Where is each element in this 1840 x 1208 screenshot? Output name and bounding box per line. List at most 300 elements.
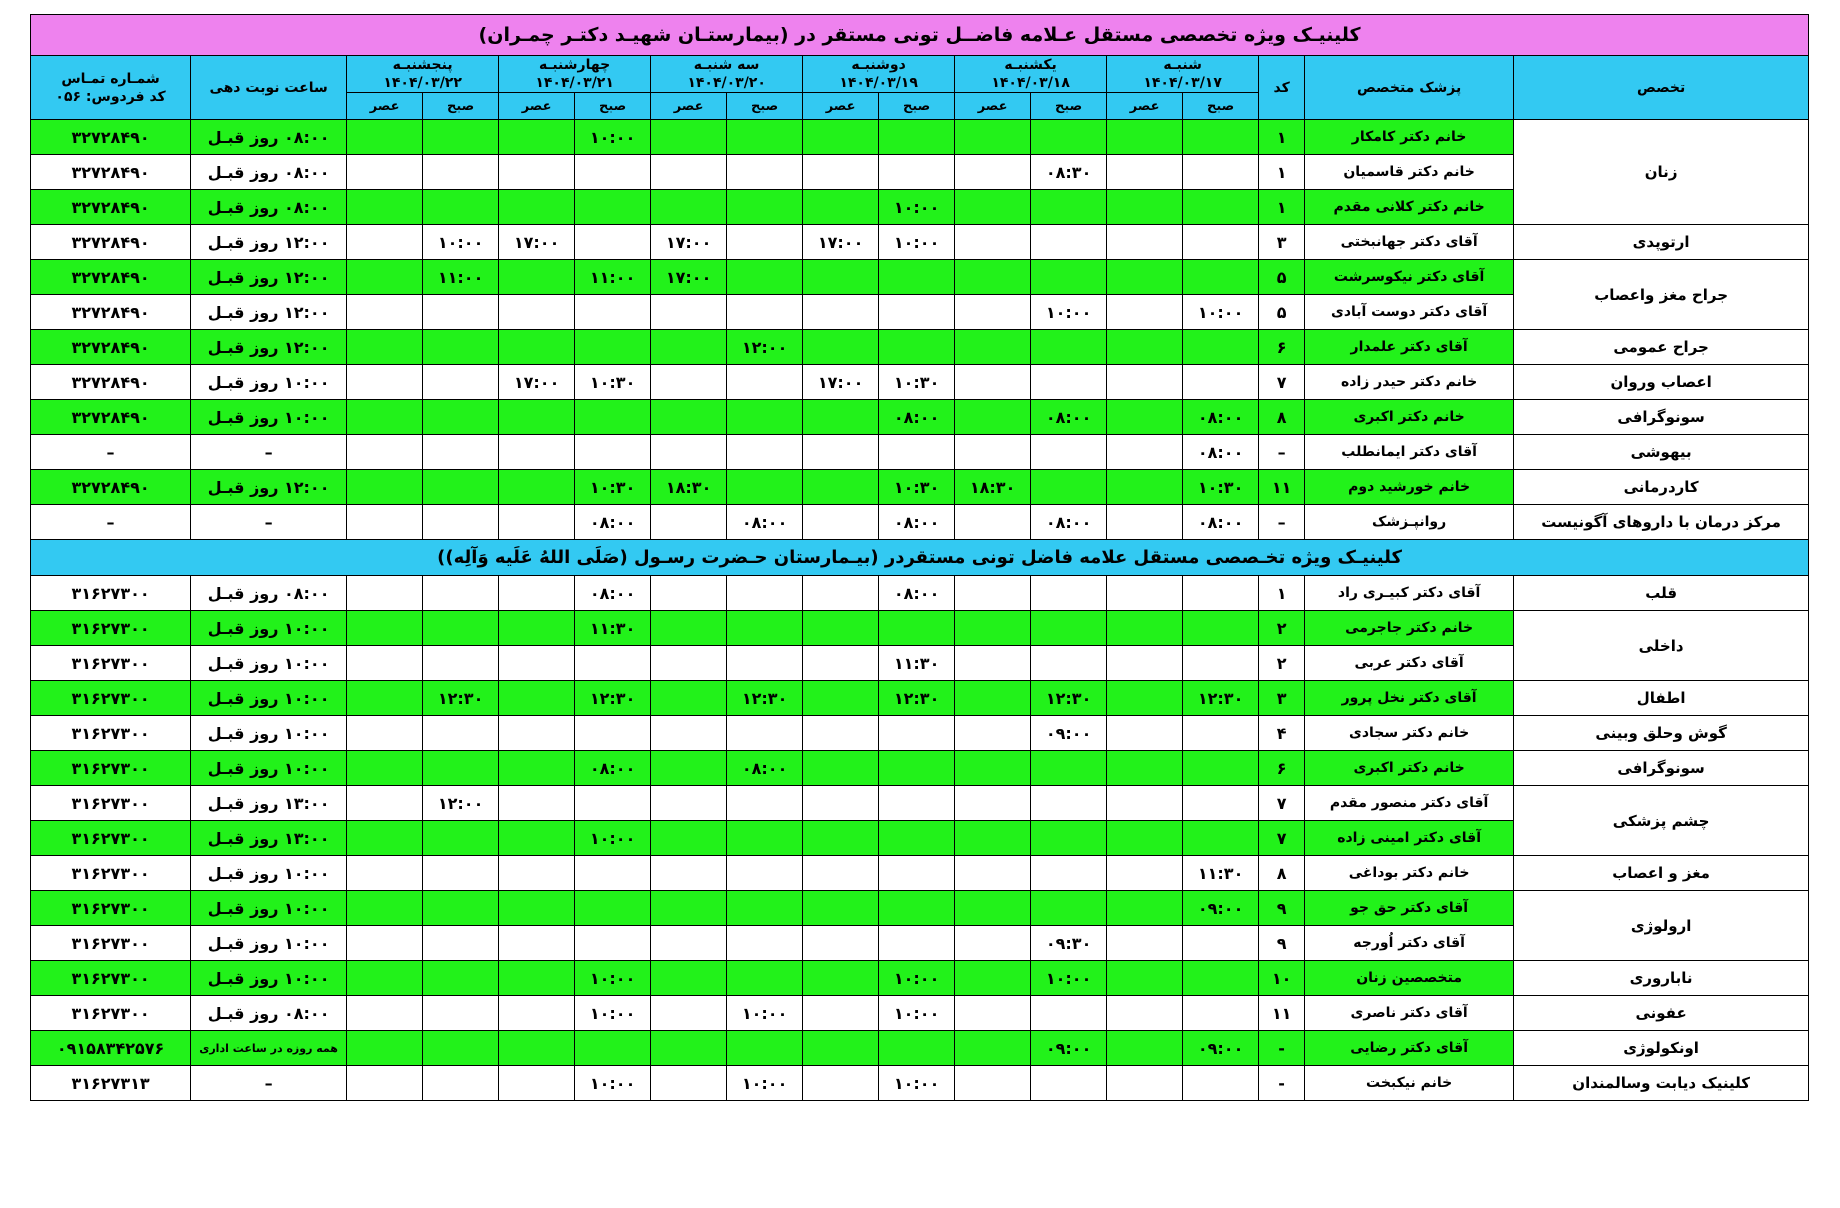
time-slot-cell — [347, 330, 423, 365]
code-cell: ۱۰ — [1259, 961, 1305, 996]
header-evening: عصر — [955, 93, 1031, 120]
table-row — [31, 330, 1809, 365]
time-slot-cell — [423, 1031, 499, 1066]
time-slot-cell — [575, 1031, 651, 1066]
time-slot-cell — [955, 576, 1031, 611]
time-slot-cell — [423, 505, 499, 540]
time-slot-cell — [499, 400, 575, 435]
doctor-cell: آقای دکتر دوست آبادی — [1305, 295, 1514, 330]
time-slot-cell — [803, 786, 879, 821]
time-slot-cell — [651, 856, 727, 891]
booking-time-cell: ۱۲:۰۰ روز قبـل — [191, 260, 347, 295]
time-slot-cell — [879, 856, 955, 891]
time-slot-cell — [955, 155, 1031, 190]
time-slot-cell — [1107, 821, 1183, 856]
doctor-cell: آقای دکتر کبیـری راد — [1305, 576, 1514, 611]
time-slot-cell — [575, 295, 651, 330]
time-slot-cell — [803, 891, 879, 926]
time-slot-cell: ۱۸:۳۰ — [651, 470, 727, 505]
time-slot-cell — [955, 505, 1031, 540]
time-slot-cell — [879, 330, 955, 365]
specialty-cell: بیهوشی — [1514, 435, 1809, 470]
time-slot-cell — [955, 260, 1031, 295]
doctor-cell: آقای دکتر نیکوسرشت — [1305, 260, 1514, 295]
time-slot-cell — [727, 470, 803, 505]
time-slot-cell: ۰۸:۰۰ — [727, 751, 803, 786]
time-slot-cell: ۱۰:۰۰ — [423, 225, 499, 260]
time-slot-cell: ۱۰:۳۰ — [575, 365, 651, 400]
time-slot-cell — [347, 155, 423, 190]
time-slot-cell — [1107, 681, 1183, 716]
time-slot-cell — [1107, 190, 1183, 225]
time-slot-cell — [347, 821, 423, 856]
doctor-cell: خانم دکتر کامکار — [1305, 120, 1514, 155]
booking-time-cell: ۰۸:۰۰ روز قبـل — [191, 120, 347, 155]
time-slot-cell — [1183, 716, 1259, 751]
time-slot-cell: ۱۲:۰۰ — [423, 786, 499, 821]
time-slot-cell — [803, 821, 879, 856]
phone-cell: ۳۱۶۲۷۳۰۰ — [31, 611, 191, 646]
time-slot-cell — [727, 891, 803, 926]
code-cell: ۷ — [1259, 786, 1305, 821]
time-slot-cell: ۱۰:۰۰ — [727, 996, 803, 1031]
header-day-0: شنبـه ۱۴۰۴/۰۳/۱۷ — [1107, 56, 1259, 93]
time-slot-cell — [879, 435, 955, 470]
specialty-cell: سونوگرافی — [1514, 751, 1809, 786]
header-morning: صبح — [879, 93, 955, 120]
time-slot-cell: ۱۷:۰۰ — [499, 365, 575, 400]
time-slot-cell — [651, 120, 727, 155]
time-slot-cell — [1031, 225, 1107, 260]
time-slot-cell: ۱۷:۰۰ — [803, 365, 879, 400]
time-slot-cell — [803, 330, 879, 365]
time-slot-cell: ۰۸:۰۰ — [1183, 400, 1259, 435]
time-slot-cell — [1031, 576, 1107, 611]
time-slot-cell — [347, 926, 423, 961]
booking-time-cell: ۱۲:۰۰ روز قبـل — [191, 330, 347, 365]
booking-time-cell: همه روزه در ساعت اداری — [191, 1031, 347, 1066]
time-slot-cell — [1031, 751, 1107, 786]
time-slot-cell — [499, 120, 575, 155]
time-slot-cell — [955, 190, 1031, 225]
time-slot-cell — [1031, 1066, 1107, 1101]
time-slot-cell: ۱۱:۳۰ — [575, 611, 651, 646]
time-slot-cell — [1031, 646, 1107, 681]
time-slot-cell — [651, 400, 727, 435]
header-evening: عصر — [499, 93, 575, 120]
phone-cell: ۳۱۶۲۷۳۰۰ — [31, 856, 191, 891]
time-slot-cell — [423, 996, 499, 1031]
table-row — [31, 435, 1809, 470]
time-slot-cell — [803, 681, 879, 716]
time-slot-cell: ۰۸:۰۰ — [575, 576, 651, 611]
doctor-cell: آقای دکتر ناصری — [1305, 996, 1514, 1031]
doctor-cell: آقای دکتر رضایی — [1305, 1031, 1514, 1066]
time-slot-cell: ۱۷:۰۰ — [651, 225, 727, 260]
time-slot-cell — [347, 786, 423, 821]
time-slot-cell — [955, 751, 1031, 786]
time-slot-cell — [1107, 330, 1183, 365]
time-slot-cell — [1183, 576, 1259, 611]
time-slot-cell — [879, 786, 955, 821]
time-slot-cell: ۱۲:۳۰ — [879, 681, 955, 716]
time-slot-cell: ۰۹:۰۰ — [1031, 716, 1107, 751]
time-slot-cell — [1107, 225, 1183, 260]
time-slot-cell — [1183, 225, 1259, 260]
time-slot-cell — [1107, 260, 1183, 295]
time-slot-cell — [1183, 786, 1259, 821]
table-row — [31, 225, 1809, 260]
header-evening: عصر — [803, 93, 879, 120]
time-slot-cell — [499, 646, 575, 681]
code-cell: ۵ — [1259, 260, 1305, 295]
specialty-cell: سونوگرافی — [1514, 400, 1809, 435]
specialty-cell: عفونی — [1514, 996, 1809, 1031]
time-slot-cell — [1031, 330, 1107, 365]
time-slot-cell — [651, 611, 727, 646]
booking-time-cell: ۰۸:۰۰ روز قبـل — [191, 155, 347, 190]
time-slot-cell — [1107, 470, 1183, 505]
phone-cell: ۳۲۷۲۸۴۹۰ — [31, 470, 191, 505]
time-slot-cell — [423, 435, 499, 470]
time-slot-cell — [1031, 786, 1107, 821]
doctor-cell: خانم دکتر بوداغی — [1305, 856, 1514, 891]
time-slot-cell — [1107, 120, 1183, 155]
time-slot-cell — [803, 716, 879, 751]
doctor-cell: روانپـزشک — [1305, 505, 1514, 540]
time-slot-cell — [347, 505, 423, 540]
time-slot-cell — [1031, 856, 1107, 891]
time-slot-cell: ۱۰:۰۰ — [1031, 961, 1107, 996]
table-row — [31, 470, 1809, 505]
time-slot-cell — [1183, 611, 1259, 646]
time-slot-cell — [1183, 155, 1259, 190]
time-slot-cell — [1183, 926, 1259, 961]
time-slot-cell — [727, 190, 803, 225]
time-slot-cell — [423, 155, 499, 190]
time-slot-cell — [955, 225, 1031, 260]
time-slot-cell: ۱۲:۳۰ — [727, 681, 803, 716]
time-slot-cell — [879, 891, 955, 926]
time-slot-cell — [1107, 505, 1183, 540]
time-slot-cell — [575, 330, 651, 365]
time-slot-cell — [1031, 190, 1107, 225]
time-slot-cell — [1183, 1066, 1259, 1101]
booking-time-cell: ۱۳:۰۰ روز قبـل — [191, 786, 347, 821]
table-row — [31, 961, 1809, 996]
time-slot-cell — [803, 751, 879, 786]
table-row — [31, 856, 1809, 891]
time-slot-cell: ۱۰:۰۰ — [1031, 295, 1107, 330]
time-slot-cell — [575, 435, 651, 470]
code-cell: ۱ — [1259, 190, 1305, 225]
table-row — [31, 120, 1809, 155]
time-slot-cell — [347, 120, 423, 155]
time-slot-cell — [347, 751, 423, 786]
time-slot-cell — [803, 260, 879, 295]
time-slot-cell — [879, 611, 955, 646]
time-slot-cell — [727, 120, 803, 155]
code-cell: ۱۱ — [1259, 996, 1305, 1031]
specialty-cell: اعصاب وروان — [1514, 365, 1809, 400]
code-cell: ۷ — [1259, 365, 1305, 400]
code-cell: ۳ — [1259, 681, 1305, 716]
time-slot-cell — [955, 961, 1031, 996]
doctor-cell: آقای دکتر منصور مقدم — [1305, 786, 1514, 821]
time-slot-cell — [347, 225, 423, 260]
time-slot-cell: ۱۱:۳۰ — [1183, 856, 1259, 891]
specialty-cell: چشم پزشکی — [1514, 786, 1809, 856]
time-slot-cell: ۰۸:۰۰ — [1031, 505, 1107, 540]
time-slot-cell: ۰۹:۰۰ — [1031, 1031, 1107, 1066]
phone-cell: ۳۲۷۲۸۴۹۰ — [31, 400, 191, 435]
time-slot-cell: ۱۱:۳۰ — [879, 646, 955, 681]
time-slot-cell — [423, 611, 499, 646]
table-row — [31, 1066, 1809, 1101]
time-slot-cell — [879, 926, 955, 961]
time-slot-cell — [651, 751, 727, 786]
time-slot-cell — [727, 716, 803, 751]
code-cell: ۶ — [1259, 751, 1305, 786]
time-slot-cell — [879, 1031, 955, 1066]
time-slot-cell — [347, 611, 423, 646]
code-cell: ۱ — [1259, 576, 1305, 611]
time-slot-cell — [1107, 400, 1183, 435]
phone-cell: ۳۲۷۲۸۴۹۰ — [31, 120, 191, 155]
time-slot-cell — [347, 1031, 423, 1066]
time-slot-cell: ۱۰:۳۰ — [575, 470, 651, 505]
time-slot-cell — [423, 470, 499, 505]
time-slot-cell — [1107, 856, 1183, 891]
time-slot-cell — [1107, 155, 1183, 190]
time-slot-cell — [651, 435, 727, 470]
specialty-cell: کلینیک دیابت وسالمندان — [1514, 1066, 1809, 1101]
time-slot-cell — [879, 155, 955, 190]
time-slot-cell — [651, 330, 727, 365]
time-slot-cell — [575, 891, 651, 926]
time-slot-cell: ۱۲:۳۰ — [575, 681, 651, 716]
table-row — [31, 716, 1809, 751]
time-slot-cell — [955, 330, 1031, 365]
doctor-cell: آقای دکتر جهانبختی — [1305, 225, 1514, 260]
booking-time-cell: ۰۸:۰۰ روز قبـل — [191, 996, 347, 1031]
time-slot-cell: ۰۸:۰۰ — [1031, 400, 1107, 435]
time-slot-cell — [423, 120, 499, 155]
time-slot-cell — [1183, 260, 1259, 295]
specialty-cell: کاردرمانی — [1514, 470, 1809, 505]
time-slot-cell — [651, 1031, 727, 1066]
time-slot-cell — [575, 646, 651, 681]
time-slot-cell: ۱۰:۰۰ — [879, 225, 955, 260]
time-slot-cell — [651, 891, 727, 926]
booking-time-cell: – — [191, 435, 347, 470]
time-slot-cell: ۱۲:۳۰ — [1031, 681, 1107, 716]
time-slot-cell — [347, 470, 423, 505]
header-day-2: دوشنبـه ۱۴۰۴/۰۳/۱۹ — [803, 56, 955, 93]
time-slot-cell — [423, 646, 499, 681]
time-slot-cell — [955, 400, 1031, 435]
specialty-cell: مرکز درمان با داروهای آگونیست — [1514, 505, 1809, 540]
time-slot-cell — [499, 751, 575, 786]
time-slot-cell — [347, 961, 423, 996]
time-slot-cell — [651, 1066, 727, 1101]
phone-cell: ۳۲۷۲۸۴۹۰ — [31, 295, 191, 330]
phone-cell: ۳۱۶۲۷۳۰۰ — [31, 646, 191, 681]
time-slot-cell — [803, 190, 879, 225]
time-slot-cell — [955, 120, 1031, 155]
phone-cell: ۳۱۶۲۷۳۰۰ — [31, 926, 191, 961]
table-row — [31, 505, 1809, 540]
doctor-cell: آقای دکتر نخل پرور — [1305, 681, 1514, 716]
code-cell: ۸ — [1259, 400, 1305, 435]
time-slot-cell — [651, 961, 727, 996]
time-slot-cell — [803, 295, 879, 330]
specialty-cell: اونکولوژی — [1514, 1031, 1809, 1066]
time-slot-cell — [1031, 260, 1107, 295]
time-slot-cell — [1031, 470, 1107, 505]
time-slot-cell — [955, 435, 1031, 470]
time-slot-cell — [1107, 926, 1183, 961]
phone-cell: ۳۱۶۲۷۳۰۰ — [31, 576, 191, 611]
booking-time-cell: ۱۰:۰۰ روز قبـل — [191, 611, 347, 646]
table-row — [31, 260, 1809, 295]
specialty-cell: قلب — [1514, 576, 1809, 611]
table-row — [31, 996, 1809, 1031]
time-slot-cell — [727, 400, 803, 435]
booking-time-cell: ۱۰:۰۰ روز قبـل — [191, 856, 347, 891]
time-slot-cell — [423, 576, 499, 611]
booking-time-cell: ۱۰:۰۰ روز قبـل — [191, 400, 347, 435]
time-slot-cell: ۱۰:۰۰ — [575, 961, 651, 996]
header-evening: عصر — [1107, 93, 1183, 120]
time-slot-cell: ۰۸:۰۰ — [1183, 505, 1259, 540]
time-slot-cell: ۰۸:۰۰ — [575, 751, 651, 786]
code-cell: ۲ — [1259, 611, 1305, 646]
time-slot-cell — [1031, 120, 1107, 155]
booking-time-cell: ۱۰:۰۰ روز قبـل — [191, 926, 347, 961]
time-slot-cell — [1031, 996, 1107, 1031]
time-slot-cell — [423, 856, 499, 891]
time-slot-cell — [575, 716, 651, 751]
time-slot-cell — [651, 576, 727, 611]
time-slot-cell: ۰۸:۰۰ — [1183, 435, 1259, 470]
time-slot-cell: ۰۹:۰۰ — [1183, 1031, 1259, 1066]
time-slot-cell — [727, 646, 803, 681]
time-slot-cell — [803, 400, 879, 435]
code-cell: ۶ — [1259, 330, 1305, 365]
code-cell: ۹ — [1259, 926, 1305, 961]
time-slot-cell — [1107, 295, 1183, 330]
time-slot-cell — [499, 681, 575, 716]
table-row — [31, 611, 1809, 646]
header-doctor: پزشک متخصص — [1305, 56, 1514, 120]
time-slot-cell — [1031, 365, 1107, 400]
time-slot-cell — [347, 681, 423, 716]
time-slot-cell — [423, 1066, 499, 1101]
time-slot-cell: ۱۰:۰۰ — [575, 821, 651, 856]
header-evening: عصر — [651, 93, 727, 120]
schedule-table — [30, 14, 1809, 1101]
time-slot-cell — [955, 611, 1031, 646]
specialty-cell: ناباروری — [1514, 961, 1809, 996]
doctor-cell: متخصصین زنان — [1305, 961, 1514, 996]
phone-cell: ۳۱۶۲۷۳۰۰ — [31, 996, 191, 1031]
time-slot-cell — [1031, 611, 1107, 646]
time-slot-cell: ۰۸:۰۰ — [879, 400, 955, 435]
time-slot-cell — [1031, 821, 1107, 856]
time-slot-cell — [1183, 961, 1259, 996]
booking-time-cell: ۱۲:۰۰ روز قبـل — [191, 225, 347, 260]
time-slot-cell — [575, 926, 651, 961]
code-cell: ۸ — [1259, 856, 1305, 891]
time-slot-cell — [423, 751, 499, 786]
time-slot-cell: ۱۸:۳۰ — [955, 470, 1031, 505]
doctor-cell: خانم دکتر سجادی — [1305, 716, 1514, 751]
time-slot-cell: ۱۰:۰۰ — [879, 190, 955, 225]
time-slot-cell — [347, 190, 423, 225]
time-slot-cell — [347, 435, 423, 470]
booking-time-cell: ۱۰:۰۰ روز قبـل — [191, 716, 347, 751]
phone-cell: ۳۲۷۲۸۴۹۰ — [31, 365, 191, 400]
time-slot-cell — [727, 821, 803, 856]
doctor-cell: خانم دکتر جاجرمی — [1305, 611, 1514, 646]
code-cell: ۱ — [1259, 120, 1305, 155]
time-slot-cell: ۰۸:۰۰ — [879, 505, 955, 540]
time-slot-cell — [955, 295, 1031, 330]
time-slot-cell — [803, 961, 879, 996]
time-slot-cell — [727, 365, 803, 400]
time-slot-cell — [1107, 1031, 1183, 1066]
time-slot-cell — [499, 891, 575, 926]
time-slot-cell — [423, 190, 499, 225]
time-slot-cell: ۱۰:۰۰ — [879, 961, 955, 996]
time-slot-cell: ۰۹:۰۰ — [1183, 891, 1259, 926]
clinic2-title: کلینیـک ویژه تخـصصی مستقل علامه فاضل تونی مستقردر (بیـمارستان حـضرت رسـول (صَلَی اللهُ عَلَیه وَآلِه)) — [31, 540, 1809, 576]
time-slot-cell — [651, 681, 727, 716]
time-slot-cell — [803, 996, 879, 1031]
phone-cell: ۳۱۶۲۷۳۰۰ — [31, 681, 191, 716]
phone-cell: ۰۹۱۵۸۳۴۲۵۷۶ — [31, 1031, 191, 1066]
time-slot-cell — [1183, 190, 1259, 225]
time-slot-cell: ۱۰:۳۰ — [879, 365, 955, 400]
time-slot-cell: ۱۰:۰۰ — [1183, 295, 1259, 330]
time-slot-cell — [347, 646, 423, 681]
specialty-cell: جراح مغز واعصاب — [1514, 260, 1809, 330]
time-slot-cell — [1107, 646, 1183, 681]
phone-cell: ۳۱۶۲۷۳۰۰ — [31, 821, 191, 856]
table-row — [31, 751, 1809, 786]
time-slot-cell: ۱۰:۰۰ — [575, 996, 651, 1031]
time-slot-cell — [1107, 786, 1183, 821]
time-slot-cell — [727, 856, 803, 891]
time-slot-cell: ۰۹:۳۰ — [1031, 926, 1107, 961]
time-slot-cell — [651, 646, 727, 681]
time-slot-cell — [499, 926, 575, 961]
time-slot-cell: ۱۷:۰۰ — [651, 260, 727, 295]
header-morning: صبح — [423, 93, 499, 120]
code-cell: – — [1259, 435, 1305, 470]
time-slot-cell — [1183, 821, 1259, 856]
time-slot-cell — [1107, 576, 1183, 611]
time-slot-cell — [499, 856, 575, 891]
time-slot-cell — [955, 926, 1031, 961]
specialty-cell: مغز و اعصاب — [1514, 856, 1809, 891]
phone-cell: ۳۱۶۲۷۳۰۰ — [31, 716, 191, 751]
time-slot-cell — [499, 505, 575, 540]
specialty-cell: ارولوژی — [1514, 891, 1809, 961]
specialty-cell: جراح عمومی — [1514, 330, 1809, 365]
code-cell: ۴ — [1259, 716, 1305, 751]
